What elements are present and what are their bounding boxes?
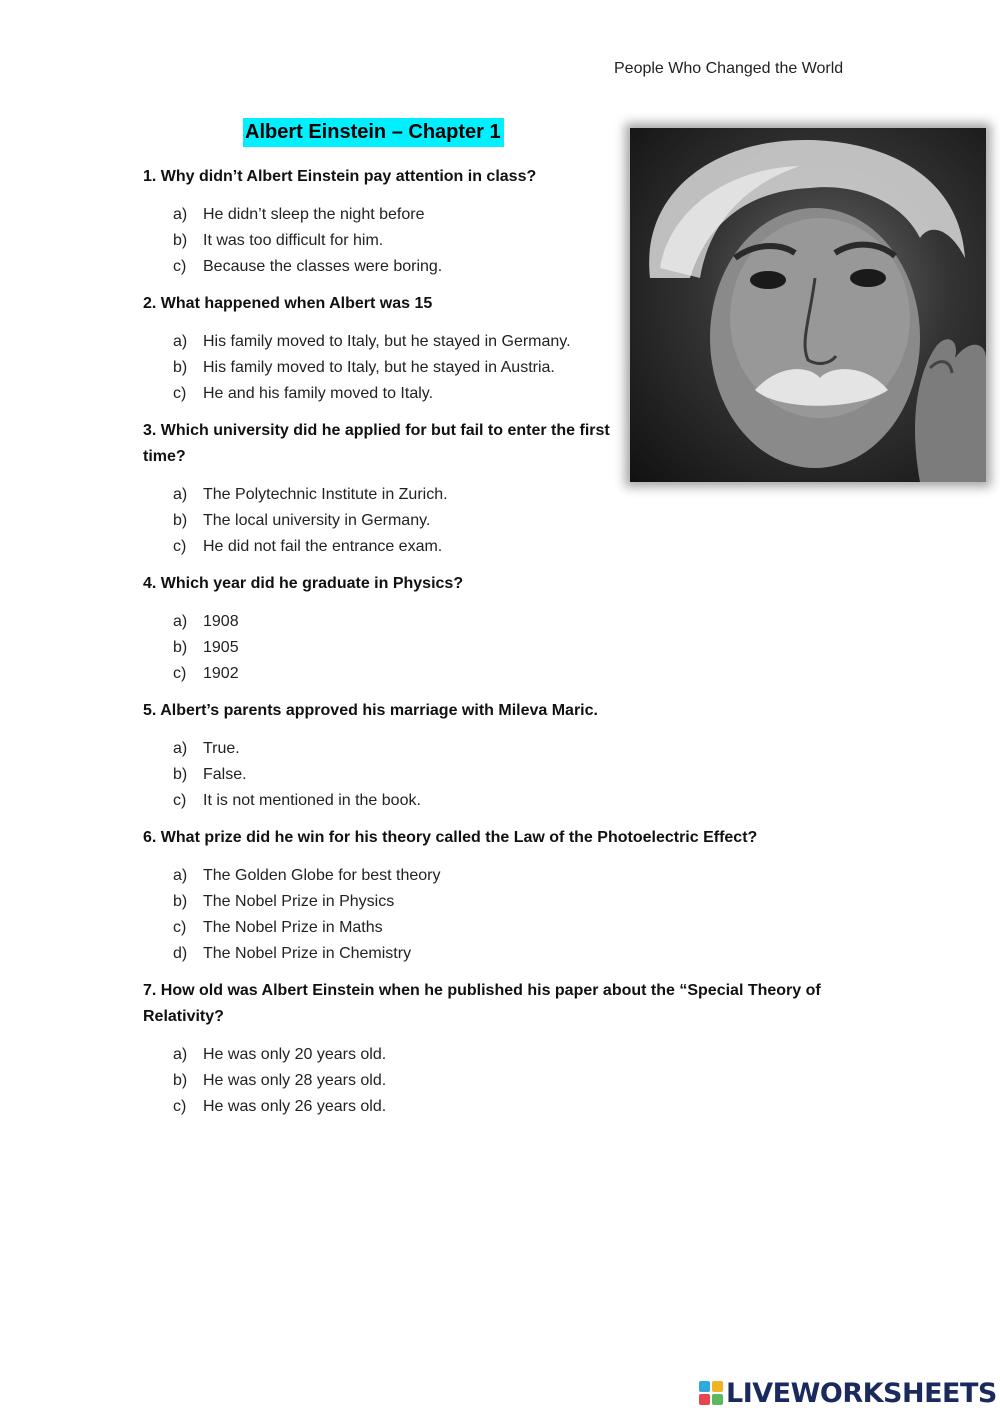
liveworksheets-mark-icon xyxy=(698,1380,724,1406)
option-letter: c) xyxy=(173,665,187,682)
answer-option[interactable] xyxy=(143,788,843,814)
option-text: The Polytechnic Institute in Zurich. xyxy=(203,486,448,503)
question-4 xyxy=(143,571,843,687)
answer-option[interactable] xyxy=(143,889,843,915)
option-text: He didn’t sleep the night before xyxy=(203,206,425,223)
option-letter: a) xyxy=(173,1046,188,1063)
option-text: 1905 xyxy=(203,639,239,656)
question-7 xyxy=(143,978,843,1120)
option-letter: a) xyxy=(173,333,188,350)
option-text: 1908 xyxy=(203,613,239,630)
answer-options xyxy=(143,482,843,560)
option-letter: a) xyxy=(173,740,188,757)
option-text: He was only 26 years old. xyxy=(203,1098,387,1115)
answer-options xyxy=(143,1042,843,1120)
option-text: He was only 20 years old. xyxy=(203,1046,387,1063)
answer-option[interactable] xyxy=(143,609,843,635)
answer-options xyxy=(143,329,843,407)
answer-option[interactable] xyxy=(143,762,843,788)
answer-option[interactable] xyxy=(143,534,843,560)
question-text: 7. How old was Albert Einstein when he published his paper about the “Special Theory of Relativity? xyxy=(143,982,821,1025)
question-2 xyxy=(143,291,843,407)
option-letter: c) xyxy=(173,792,187,809)
option-letter: a) xyxy=(173,613,188,630)
answer-option[interactable] xyxy=(143,381,843,407)
answer-option[interactable] xyxy=(143,1068,843,1094)
question-6 xyxy=(143,825,843,967)
answer-option[interactable] xyxy=(143,1042,843,1068)
option-letter: b) xyxy=(173,1072,188,1089)
logo-text: LIVEWORKSHEETS xyxy=(726,1377,997,1409)
answer-option[interactable] xyxy=(143,508,843,534)
answer-option[interactable] xyxy=(143,736,843,762)
liveworksheets-logo xyxy=(698,1378,997,1408)
answer-option[interactable] xyxy=(143,202,843,228)
option-text: His family moved to Italy, but he stayed in Germany. xyxy=(203,333,571,350)
option-letter: b) xyxy=(173,766,188,783)
option-text: 1902 xyxy=(203,665,239,682)
option-text: He was only 28 years old. xyxy=(203,1072,387,1089)
question-text: 6. What prize did he win for his theory called the Law of the Photoelectric Effect? xyxy=(143,829,758,846)
option-letter: a) xyxy=(173,486,188,503)
option-text: Because the classes were boring. xyxy=(203,258,443,275)
option-letter: b) xyxy=(173,232,188,249)
option-letter: b) xyxy=(173,359,188,376)
question-text: 4. Which year did he graduate in Physics? xyxy=(143,575,464,592)
option-text: He did not fail the entrance exam. xyxy=(203,538,443,555)
header-series-title: People Who Changed the World xyxy=(614,60,844,77)
option-text: His family moved to Italy, but he stayed in Austria. xyxy=(203,359,555,376)
answer-option[interactable] xyxy=(143,482,843,508)
option-text: It was too difficult for him. xyxy=(203,232,384,249)
answer-option[interactable] xyxy=(143,635,843,661)
question-text: 2. What happened when Albert was 15 xyxy=(143,295,433,312)
option-text: The local university in Germany. xyxy=(203,512,431,529)
option-letter: a) xyxy=(173,867,188,884)
option-letter: d) xyxy=(173,945,188,962)
option-letter: b) xyxy=(173,893,188,910)
option-letter: c) xyxy=(173,385,187,402)
answer-option[interactable] xyxy=(143,228,843,254)
answer-option[interactable] xyxy=(143,915,843,941)
answer-options xyxy=(143,609,843,687)
option-text: He and his family moved to Italy. xyxy=(203,385,434,402)
option-letter: c) xyxy=(173,538,187,555)
option-text: True. xyxy=(203,740,240,757)
answer-option[interactable] xyxy=(143,329,843,355)
question-text: 5. Albert’s parents approved his marriage with Mileva Maric. xyxy=(143,702,598,719)
option-letter: c) xyxy=(173,1098,187,1115)
option-text: The Nobel Prize in Chemistry xyxy=(203,945,412,962)
option-text: False. xyxy=(203,766,247,783)
option-text: The Golden Globe for best theory xyxy=(203,867,441,884)
answer-options xyxy=(143,863,843,967)
question-5 xyxy=(143,698,843,814)
question-text: 3. Which university did he applied for but fail to enter the first time? xyxy=(143,422,610,465)
option-text: It is not mentioned in the book. xyxy=(203,792,421,809)
answer-option[interactable] xyxy=(143,254,843,280)
answer-options xyxy=(143,202,843,280)
answer-option[interactable] xyxy=(143,661,843,687)
answer-option[interactable] xyxy=(143,941,843,967)
option-text: The Nobel Prize in Physics xyxy=(203,893,395,910)
answer-option[interactable] xyxy=(143,1094,843,1120)
answer-options xyxy=(143,736,843,814)
option-letter: c) xyxy=(173,258,187,275)
page-title: Albert Einstein – Chapter 1 xyxy=(243,118,504,147)
option-letter: b) xyxy=(173,512,188,529)
question-1 xyxy=(143,164,843,280)
option-text: The Nobel Prize in Maths xyxy=(203,919,383,936)
quiz-questions xyxy=(143,164,843,1131)
answer-option[interactable] xyxy=(143,863,843,889)
option-letter: a) xyxy=(173,206,188,223)
question-3 xyxy=(143,418,843,560)
option-letter: c) xyxy=(173,919,187,936)
answer-option[interactable] xyxy=(143,355,843,381)
option-letter: b) xyxy=(173,639,188,656)
question-text: 1. Why didn’t Albert Einstein pay attention in class? xyxy=(143,168,537,185)
